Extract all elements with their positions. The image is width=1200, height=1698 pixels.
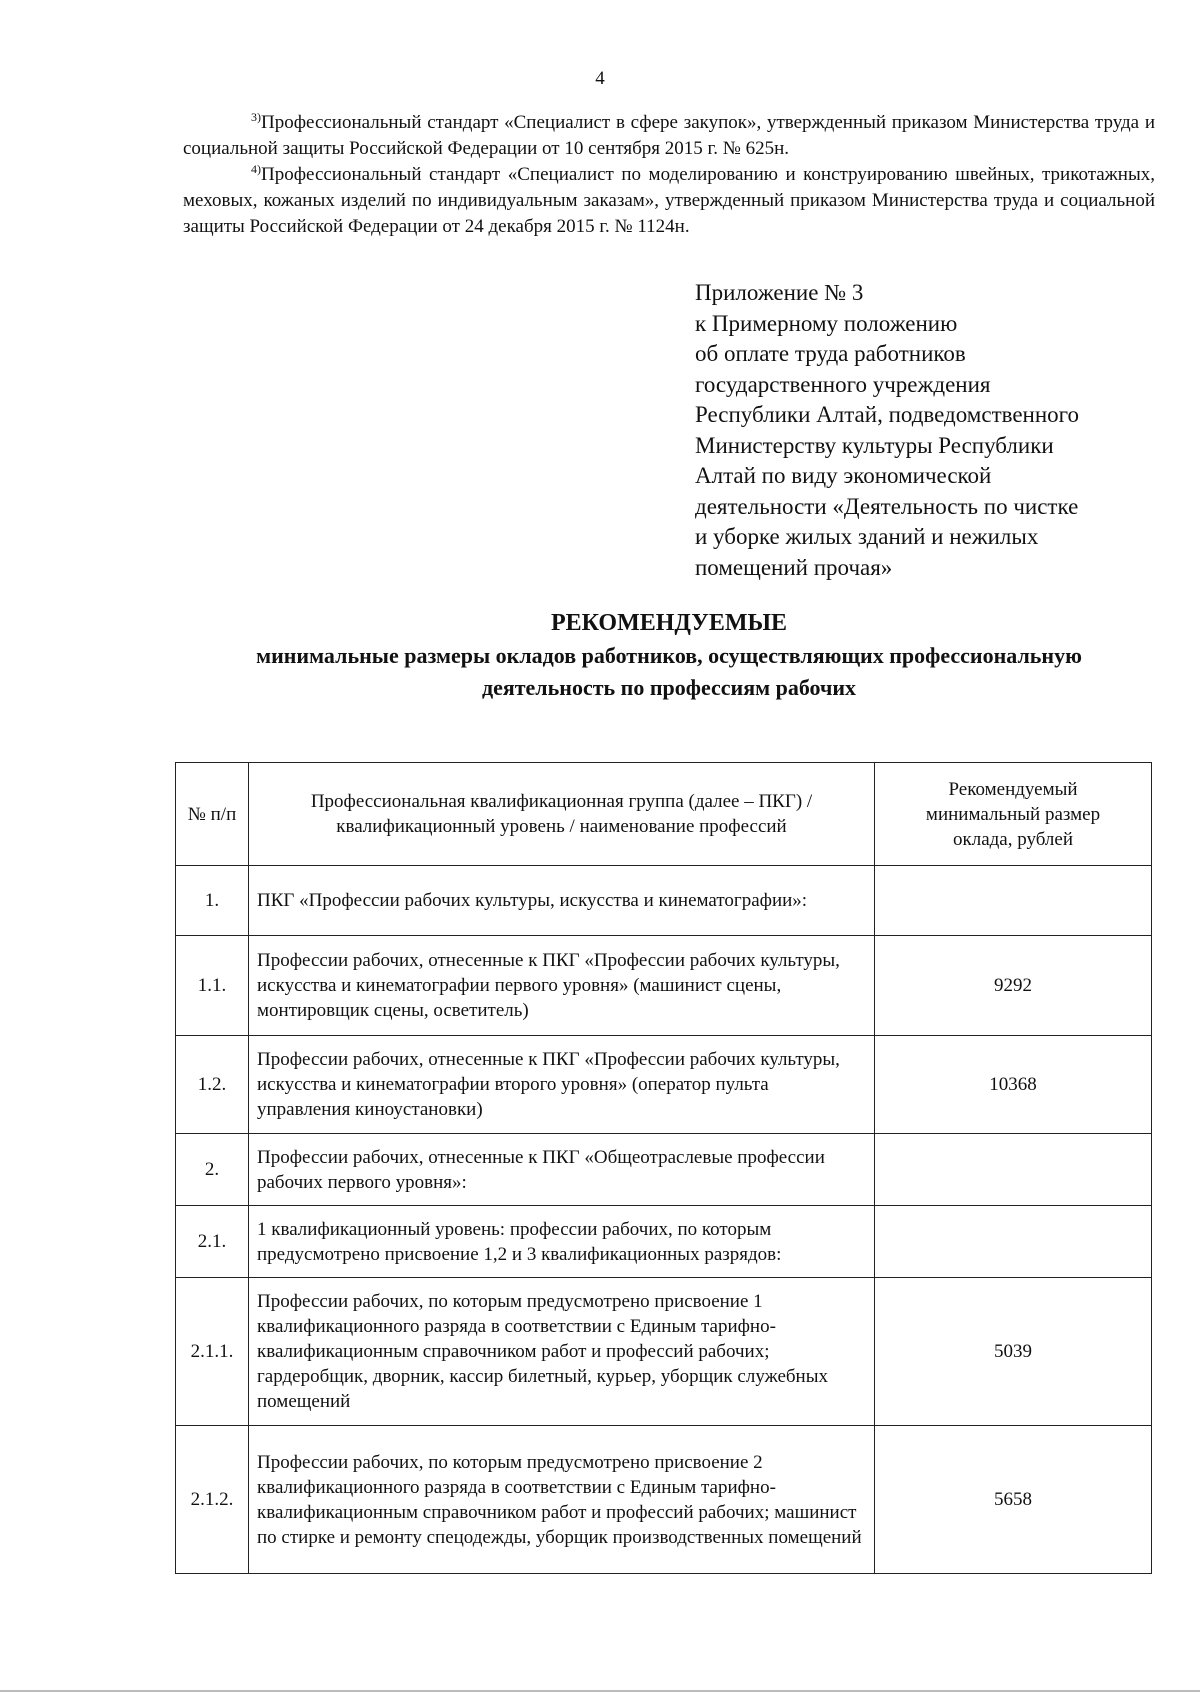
footnote [183,162,1155,240]
appendix-line: к Примерному положению [695,310,958,336]
table-row [176,1134,1152,1206]
row-name: Профессии рабочих, отнесенные к ПКГ «Профессии рабочих культуры, искусства и кинематографии первого уровня» (машинист сцены, монтировщик сцены, осветитель) [249,936,875,1036]
appendix-line: Министерству культуры Республики [695,432,1054,458]
row-name: Профессии рабочих, отнесенные к ПКГ «Общеотраслевые профессии рабочих первого уровня»: [249,1134,875,1206]
heading-title: РЕКОМЕНДУЕМЫЕ [550,610,788,636]
row-name: Профессии рабочих, по которым предусмотрено присвоение 2 квалификационного разряда в соответствии с Единым тарифно-квалификационным справочником работ и профессий рабочих; машинист по стирке и ремонту спецодежды, уборщик производственных помещений [249,1426,875,1574]
table-header-row [176,763,1152,866]
header-name: Профессиональная квалификационная группа (далее – ПКГ) / квалификационный уровень / наименование профессий [249,763,875,866]
row-salary [875,1206,1152,1278]
footnotes [183,110,1155,240]
row-num: 1.2. [176,1036,249,1134]
footnote-text: Профессиональный стандарт «Специалист по моделированию и конструированию швейных, трикотажных, меховых, кожаных изделий по индивидуальным заказам», утвержденный приказом Министерства труда и социальной защиты Российской Федерации от 24 декабря 2015 г. № 1124н. [183,164,1155,237]
scan-edge-line [0,1690,1200,1692]
appendix-line: деятельности «Деятельность по чистке [695,493,1079,519]
appendix-line: государственного учреждения [695,371,991,397]
appendix-line: и уборке жилых зданий и нежилых [695,524,1039,549]
row-salary: 9292 [875,936,1152,1036]
heading-subtitle: минимальные размеры окладов работников, осуществляющих профессиональную [256,643,1082,668]
row-num: 1.1. [176,936,249,1036]
row-salary: 10368 [875,1036,1152,1134]
footnote-text: Профессиональный стандарт «Специалист в сфере закупок», утвержденный приказом Министерства труда и социальной защиты Российской Федерации от 10 сентября 2015 г. № 625н. [183,112,1155,159]
row-salary: 5658 [875,1426,1152,1574]
row-name: 1 квалификационный уровень: профессии рабочих, по которым предусмотрено присвоение 1,2 и 3 квалификационных разрядов: [249,1206,875,1278]
row-name: Профессии рабочих, отнесенные к ПКГ «Профессии рабочих культуры, искусства и кинематографии второго уровня» (оператор пульта управления киноустановки) [249,1036,875,1134]
table-row [176,936,1152,1036]
appendix-line: об оплате труда работников [695,341,966,366]
appendix-line: Алтай по виду экономической [695,463,992,488]
appendix-line: Республики Алтай, подведомственного [695,402,1080,427]
salary-table [175,762,1152,1574]
row-salary: 5039 [875,1278,1152,1426]
row-num: 2.1.2. [176,1426,249,1574]
table-row [176,866,1152,936]
row-num: 1. [176,866,249,936]
footnote [183,110,1155,162]
table-row [176,1036,1152,1134]
row-salary [875,866,1152,936]
heading-subtitle: деятельность по профессиям рабочих [481,675,857,700]
row-name: Профессии рабочих, по которым предусмотрено присвоение 1 квалификационного разряда в соответствии с Единым тарифно-квалификационным справочником работ и профессий рабочих; гардеробщик, дворник, кассир билетный, курьер, уборщик служебных помещений [249,1278,875,1426]
footnote-mark: 4) [251,162,261,176]
footnote-mark: 3) [251,110,261,124]
row-num: 2. [176,1134,249,1206]
table-row [176,1206,1152,1278]
appendix-line: помещений прочая» [695,554,893,580]
row-salary [875,1134,1152,1206]
header-num: № п/п [176,763,249,866]
page-number: 4 [595,68,605,89]
row-num: 2.1. [176,1206,249,1278]
appendix-note [695,278,1165,583]
row-num: 2.1.1. [176,1278,249,1426]
row-name: ПКГ «Профессии рабочих культуры, искусства и кинематографии»: [249,866,875,936]
header-salary: Рекомендуемый минимальный размер оклада, рублей [875,763,1152,866]
table-row [176,1426,1152,1574]
table-row [176,1278,1152,1426]
appendix-line: Приложение № 3 [695,280,864,305]
document-heading [183,606,1155,704]
